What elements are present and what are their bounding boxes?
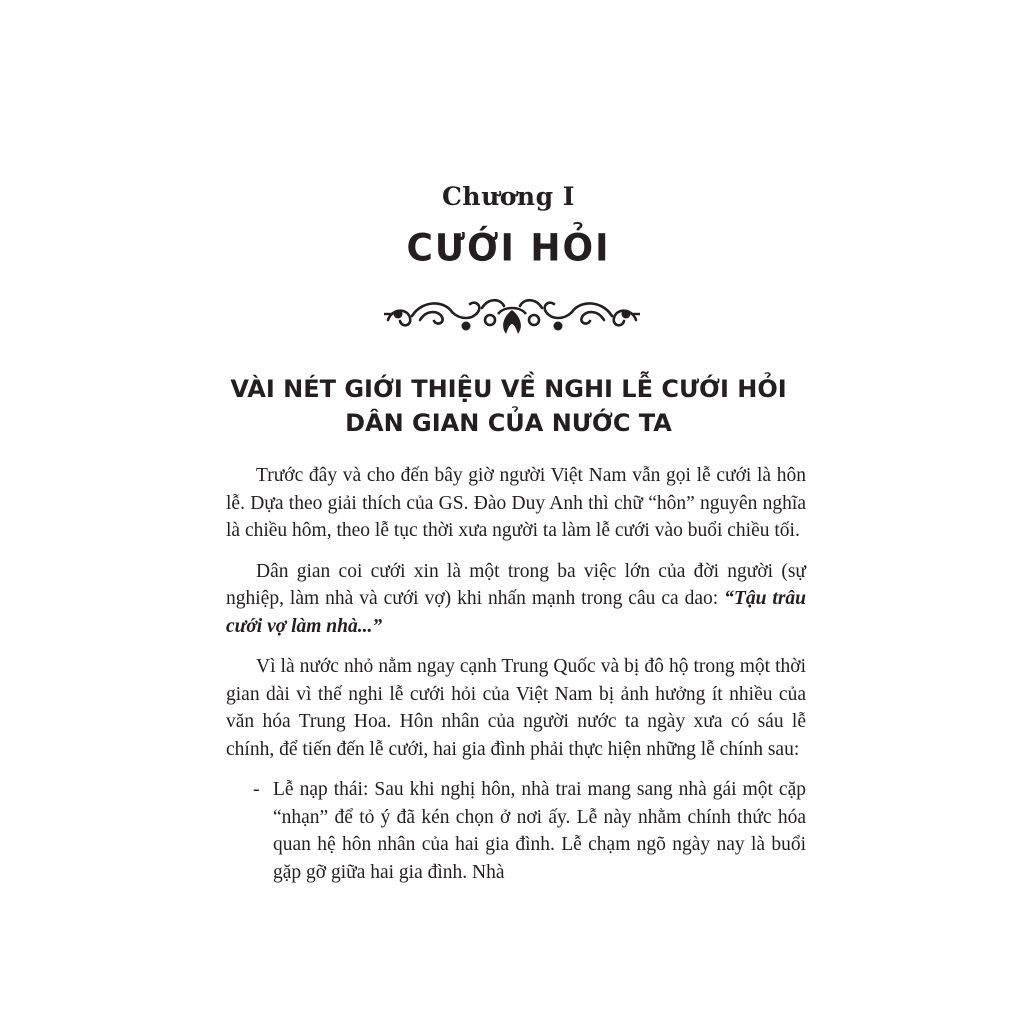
floral-divider-icon: [382, 290, 642, 338]
section-heading: [0, 372, 1017, 440]
paragraph-3: Vì là nước nhỏ nằm ngay cạnh Trung Quốc và bị đô hộ trong một thời gian dài vì thế nghi lễ cưới hỏi của Việt Nam bị ảnh hưởng ít nhiều của văn hóa Trung Hoa. Hôn nhân của người nước ta ngày xưa có sáu lễ chính, để tiến đến lễ cưới, hai gia đình phải thực hiện những lễ chính sau:: [226, 656, 806, 760]
folk-verse-quote: “Tậu trâu cưới vợ làm nhà...”: [226, 588, 807, 637]
chapter-title: CƯỚI HỎI: [406, 226, 611, 271]
list-item-text: Lễ nạp thái: Sau khi nghị hôn, nhà trai mang sang nhà gái một cặp “nhạn” để tỏ ý đã kén chọn ở nơi ấy. Lễ này nhằm chính thức hóa quan hệ hôn nhân của hai gia đình. Lễ chạm ngõ ngày nay là buổi gặp gỡ giữa hai gia đình. Nhà: [273, 779, 806, 883]
list-item: [226, 776, 806, 886]
paragraph-1: Trước đây và cho đến bây giờ người Việt Nam vẫn gọi lễ cưới là hôn lễ. Dựa theo giải thích của GS. Đào Duy Anh thì chữ “hôn” nguyên nghĩa là chiều hôm, theo lễ tục thời xưa người ta làm lễ cưới vào buổi chiều tối.: [226, 465, 806, 541]
list-dash: -: [253, 779, 260, 800]
chapter-label: Chương I: [442, 182, 575, 211]
section-heading-line-2: DÂN GIAN CỦA NƯỚC TA: [345, 409, 672, 437]
section-heading-line-1: VÀI NÉT GIỚI THIỆU VỀ NGHI LỄ CƯỚI HỎI: [230, 375, 787, 403]
body-text: [226, 462, 806, 886]
paragraph-2: [226, 558, 806, 641]
paragraph-2-text: Dân gian coi cưới xin là một trong ba việc lớn của đời người (sự nghiệp, làm nhà và cưới vợ) khi nhấn mạnh trong câu ca dao:: [226, 560, 806, 609]
